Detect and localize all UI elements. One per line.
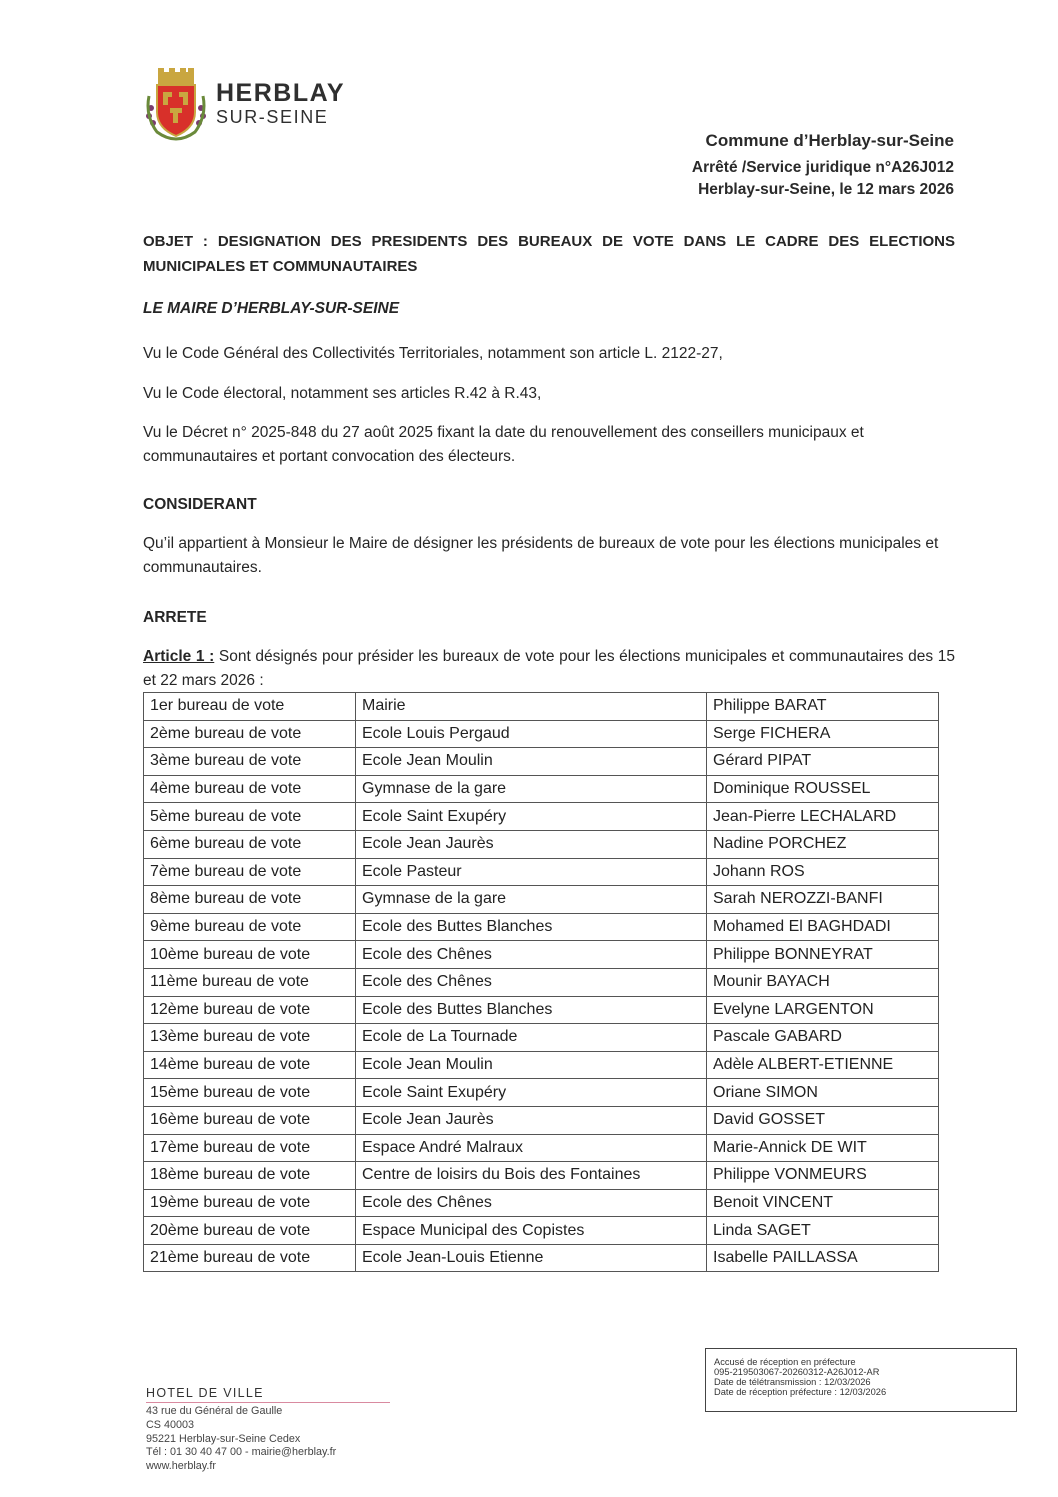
bureau-number-cell: 15ème bureau de vote <box>144 1079 356 1107</box>
bureau-number-cell: 9ème bureau de vote <box>144 913 356 941</box>
president-name-cell: Dominique ROUSSEL <box>707 775 939 803</box>
location-cell: Ecole des Chênes <box>356 968 707 996</box>
bureau-number-cell: 11ème bureau de vote <box>144 968 356 996</box>
bureau-number-cell: 21ème bureau de vote <box>144 1244 356 1272</box>
table-row <box>144 803 939 831</box>
location-cell: Espace André Malraux <box>356 1134 707 1162</box>
president-name-cell: Johann ROS <box>707 858 939 886</box>
stamp-line: 095-219503067-20260312-A26J012-AR <box>714 1367 880 1377</box>
table-row <box>144 858 939 886</box>
president-name-cell: Philippe BONNEYRAT <box>707 941 939 969</box>
president-name-cell: Gérard PIPAT <box>707 748 939 776</box>
considerant-heading: CONSIDERANT <box>143 496 257 513</box>
bureau-number-cell: 20ème bureau de vote <box>144 1217 356 1245</box>
location-cell: Ecole Jean-Louis Etienne <box>356 1244 707 1272</box>
visa-3: Vu le Décret n° 2025-848 du 27 août 2025 fixant la date du renouvellement des conseillers municipaux et communautaires et portant convocation des électeurs. <box>143 424 864 465</box>
table-row <box>144 1244 939 1272</box>
bureau-number-cell: 3ème bureau de vote <box>144 748 356 776</box>
president-name-cell: Adèle ALBERT-ETIENNE <box>707 1051 939 1079</box>
location-cell: Ecole Jean Jaurès <box>356 1106 707 1134</box>
location-cell: Ecole des Chênes <box>356 941 707 969</box>
bureau-number-cell: 1er bureau de vote <box>144 693 356 721</box>
stamp-line: Date de télétransmission : 12/03/2026 <box>714 1377 871 1387</box>
coat-of-arms-icon <box>143 66 209 146</box>
president-name-cell: Linda SAGET <box>707 1217 939 1245</box>
location-cell: Mairie <box>356 693 707 721</box>
table-row <box>144 1162 939 1190</box>
footer-title: HOTEL DE VILLE <box>146 1386 264 1400</box>
location-cell: Ecole des Buttes Blanches <box>356 913 707 941</box>
bureau-number-cell: 13ème bureau de vote <box>144 1024 356 1052</box>
table-row <box>144 941 939 969</box>
table-row <box>144 1189 939 1217</box>
president-name-cell: Philippe VONMEURS <box>707 1162 939 1190</box>
footer-address-line: CS 40003 <box>146 1418 195 1431</box>
table-row <box>144 693 939 721</box>
president-name-cell: Serge FICHERA <box>707 720 939 748</box>
table-row <box>144 720 939 748</box>
table-row <box>144 1024 939 1052</box>
article-1-text: Sont désignés pour présider les bureaux de vote pour les élections municipales et communautaires des 15 et 22 mars 2026 : <box>143 648 956 689</box>
bureau-number-cell: 12ème bureau de vote <box>144 996 356 1024</box>
logo-title: HERBLAY <box>216 79 346 107</box>
header-reference: Arrêté /Service juridique n°A26J012 <box>691 159 954 176</box>
location-cell: Gymnase de la gare <box>356 886 707 914</box>
table-row <box>144 1106 939 1134</box>
footer-address-line: 43 rue du Général de Gaulle <box>146 1405 283 1417</box>
president-name-cell: Mounir BAYACH <box>707 968 939 996</box>
location-cell: Centre de loisirs du Bois des Fontaines <box>356 1162 707 1190</box>
president-name-cell: Marie-Annick DE WIT <box>707 1134 939 1162</box>
location-cell: Ecole de La Tournade <box>356 1024 707 1052</box>
president-name-cell: Sarah NEROZZI-BANFI <box>707 886 939 914</box>
president-name-cell: Benoit VINCENT <box>707 1189 939 1217</box>
table-row <box>144 1134 939 1162</box>
considerant-text: Qu’il appartient à Monsieur le Maire de désigner les présidents de bureaux de vote pour les élections municipales et communautaires. <box>143 535 939 576</box>
bureau-number-cell: 6ème bureau de vote <box>144 830 356 858</box>
location-cell: Ecole Saint Exupéry <box>356 1079 707 1107</box>
location-cell: Ecole Louis Pergaud <box>356 720 707 748</box>
footer-contact-line: Tél : 01 30 40 47 00 - mairie@herblay.fr <box>146 1446 337 1459</box>
president-name-cell: Isabelle PAILLASSA <box>707 1244 939 1272</box>
bureau-number-cell: 14ème bureau de vote <box>144 1051 356 1079</box>
table-row <box>144 830 939 858</box>
bureau-number-cell: 18ème bureau de vote <box>144 1162 356 1190</box>
table-row <box>144 996 939 1024</box>
bureau-number-cell: 4ème bureau de vote <box>144 775 356 803</box>
visa-1: Vu le Code Général des Collectivités Territoriales, notamment son article L. 2122-27, <box>143 345 723 362</box>
president-name-cell: Oriane SIMON <box>707 1079 939 1107</box>
president-name-cell: David GOSSET <box>707 1106 939 1134</box>
table-row <box>144 748 939 776</box>
article-1 <box>143 645 955 693</box>
bureau-number-cell: 10ème bureau de vote <box>144 941 356 969</box>
table-row <box>144 913 939 941</box>
bureau-number-cell: 2ème bureau de vote <box>144 720 356 748</box>
article-1-label: Article 1 : <box>143 648 215 665</box>
location-cell: Ecole Pasteur <box>356 858 707 886</box>
herblay-logo <box>143 66 353 146</box>
table-row <box>144 1051 939 1079</box>
table-row <box>144 775 939 803</box>
polling-stations-table <box>143 692 939 1272</box>
objet-heading: OBJET : DESIGNATION DES PRESIDENTS DES BUREAUX DE VOTE DANS LE CADRE DES ELECTIONS MUNICIPALES ET COMMUNAUTAIRES <box>143 233 955 275</box>
president-name-cell: Evelyne LARGENTON <box>707 996 939 1024</box>
footer-address-line: 95221 Herblay-sur-Seine Cedex <box>146 1432 301 1445</box>
location-cell: Espace Municipal des Copistes <box>356 1217 707 1245</box>
location-cell: Ecole Saint Exupéry <box>356 803 707 831</box>
footer-website: www.herblay.fr <box>146 1460 217 1473</box>
stamp-line: Date de réception préfecture : 12/03/2026 <box>714 1387 887 1397</box>
maire-heading: LE MAIRE D’HERBLAY-SUR-SEINE <box>143 300 400 317</box>
president-name-cell: Jean-Pierre LECHALARD <box>707 803 939 831</box>
location-cell: Ecole Jean Moulin <box>356 1051 707 1079</box>
header-commune: Commune d’Herblay-sur-Seine <box>705 131 954 150</box>
bureau-number-cell: 19ème bureau de vote <box>144 1189 356 1217</box>
table-row <box>144 886 939 914</box>
location-cell: Ecole Jean Moulin <box>356 748 707 776</box>
visa-2: Vu le Code électoral, notamment ses articles R.42 à R.43, <box>143 385 542 402</box>
president-name-cell: Philippe BARAT <box>707 693 939 721</box>
president-name-cell: Pascale GABARD <box>707 1024 939 1052</box>
footer-divider <box>146 1402 390 1403</box>
table-row <box>144 1217 939 1245</box>
table-row <box>144 968 939 996</box>
logo-subtitle: SUR-SEINE <box>216 107 329 127</box>
president-name-cell: Nadine PORCHEZ <box>707 830 939 858</box>
bureau-number-cell: 5ème bureau de vote <box>144 803 356 831</box>
arrete-heading: ARRETE <box>143 609 207 626</box>
footer-address <box>146 1405 336 1474</box>
prefecture-receipt-stamp <box>705 1348 1017 1412</box>
header-date: Herblay-sur-Seine, le 12 mars 2026 <box>698 181 954 198</box>
bureau-number-cell: 7ème bureau de vote <box>144 858 356 886</box>
bureau-number-cell: 8ème bureau de vote <box>144 886 356 914</box>
bureau-number-cell: 17ème bureau de vote <box>144 1134 356 1162</box>
location-cell: Ecole des Chênes <box>356 1189 707 1217</box>
stamp-line: Accusé de réception en préfecture <box>714 1357 856 1367</box>
bureau-number-cell: 16ème bureau de vote <box>144 1106 356 1134</box>
location-cell: Ecole Jean Jaurès <box>356 830 707 858</box>
location-cell: Ecole des Buttes Blanches <box>356 996 707 1024</box>
table-row <box>144 1079 939 1107</box>
president-name-cell: Mohamed El BAGHDADI <box>707 913 939 941</box>
location-cell: Gymnase de la gare <box>356 775 707 803</box>
